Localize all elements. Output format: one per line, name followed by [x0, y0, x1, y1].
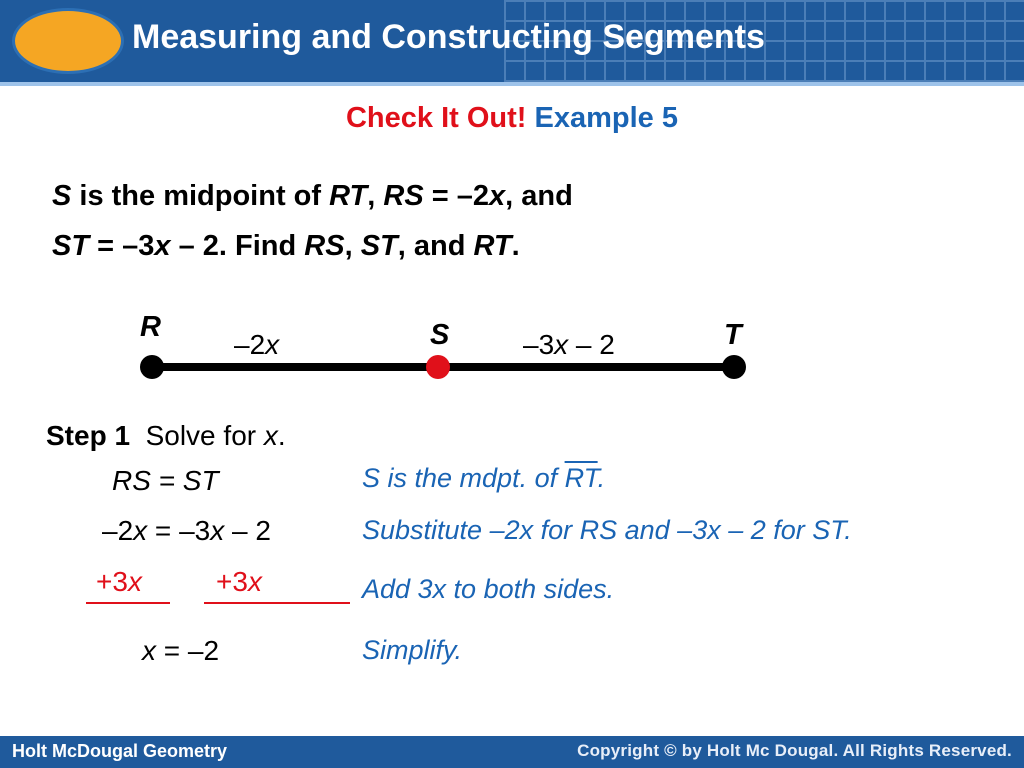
problem-text: ,	[367, 180, 384, 212]
reason-4: Simplify.	[362, 635, 463, 665]
eq-part: – 2	[224, 515, 271, 546]
problem-text: , and	[397, 230, 474, 262]
label-st-length	[523, 329, 615, 360]
add-right	[216, 566, 262, 598]
segment-rt-notation: $\overline{RT}$	[564, 463, 598, 493]
step-label: Step 1	[46, 420, 131, 451]
footer-bar	[0, 736, 1024, 768]
eq-part: = –2	[156, 635, 220, 666]
eq-part: = –3	[147, 515, 211, 546]
var-x: x	[210, 515, 225, 546]
var-x: x	[488, 180, 506, 212]
st-rest: – 2	[568, 329, 615, 360]
problem-text: , and	[505, 180, 573, 212]
var-rs: RS	[383, 180, 424, 212]
var-x: x	[154, 230, 171, 262]
underline-left	[86, 602, 170, 604]
logo-oval-icon	[12, 8, 124, 74]
label-s: S	[430, 319, 450, 351]
label-t: T	[724, 319, 742, 351]
problem-text: – 2. Find	[170, 230, 305, 262]
equation-4	[142, 635, 219, 667]
footer-publisher: Holt McDougal Geometry	[12, 741, 228, 761]
point-r	[140, 355, 164, 379]
add-coef: +3	[96, 566, 128, 597]
label-r: R	[140, 311, 161, 343]
reason-text: S is the mdpt. of	[362, 463, 565, 493]
label-rs-length	[234, 329, 280, 360]
add-left	[96, 566, 142, 598]
var-x: x	[263, 420, 278, 451]
rs-coef: –2	[234, 329, 266, 360]
equation-2	[102, 515, 271, 547]
problem-text: = –3	[89, 230, 155, 262]
problem-text: = –2	[423, 180, 489, 212]
equation-1: RS = ST	[112, 465, 219, 496]
var-s: S	[52, 180, 72, 212]
eq-part: –2	[102, 515, 134, 546]
check-it-out-label: Check It Out!	[345, 102, 527, 134]
add-coef: +3	[216, 566, 248, 597]
rs-var: x	[265, 329, 280, 360]
step-1-heading	[46, 420, 286, 452]
underline-right	[204, 602, 350, 604]
var-rs: RS	[304, 230, 345, 262]
var-x: x	[247, 566, 262, 597]
problem-line-2	[52, 230, 520, 263]
var-x: x	[142, 635, 156, 666]
reason-2: Substitute –2x for RS and –3x – 2 for ST.	[362, 515, 852, 545]
segment-diagram	[0, 300, 1024, 400]
st-var: x	[554, 329, 569, 360]
step-text: Solve for	[130, 420, 264, 451]
point-t	[722, 355, 746, 379]
st-coef: –3	[523, 329, 555, 360]
problem-text: ,	[344, 230, 361, 262]
var-rt: RT	[473, 230, 512, 262]
var-st: ST	[52, 230, 90, 262]
problem-line-1	[52, 180, 573, 213]
reason-text: .	[597, 463, 606, 493]
var-x: x	[127, 566, 142, 597]
example-label: Example 5	[534, 102, 678, 134]
header-divider	[0, 82, 1024, 86]
step-text: .	[277, 420, 286, 451]
reason-1	[362, 463, 605, 494]
var-st: ST	[360, 230, 398, 262]
footer-copyright: Copyright © by Holt Mc Dougal. All Rights Reserved.	[577, 741, 1012, 760]
header-bar	[0, 0, 1024, 82]
subtitle	[0, 102, 1024, 135]
slide-title: Measuring and Constructing Segments	[132, 18, 765, 56]
var-rt: RT	[329, 180, 368, 212]
problem-text: is the midpoint of	[71, 180, 330, 212]
var-x: x	[133, 515, 148, 546]
reason-3: Add 3x to both sides.	[362, 574, 615, 604]
problem-text: .	[511, 230, 520, 262]
point-s-midpoint	[426, 355, 450, 379]
